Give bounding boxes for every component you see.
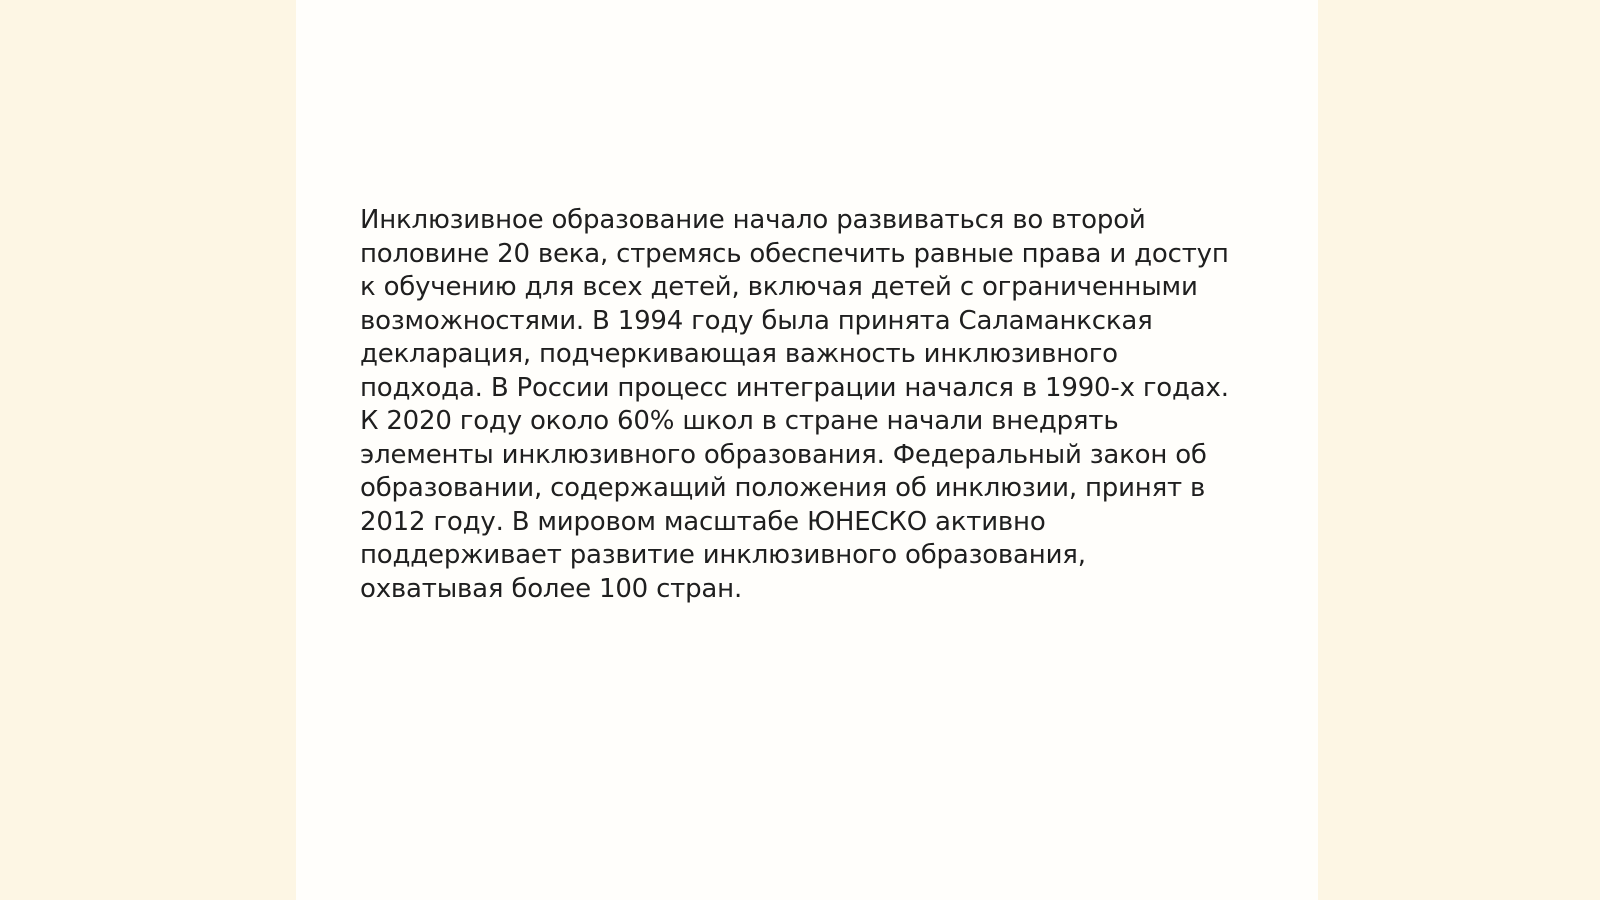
slide-body-text: [360, 204, 1250, 606]
text-line: Инклюзивное образование начало развиваться во второй: [360, 205, 1146, 235]
text-line: элементы инклюзивного образования. Федеральный закон об: [360, 439, 1207, 470]
text-line: поддерживает развитие инклюзивного образования,: [360, 540, 1086, 570]
left-margin: [0, 0, 296, 900]
text-line: к обучению для всех детей, включая детей с ограниченными: [360, 272, 1198, 302]
text-line: образовании, содержащий положения об инклюзии, принят в: [360, 473, 1206, 503]
right-margin: [1318, 0, 1600, 900]
slide: [296, 0, 1318, 900]
text-line: подхода. В России процесс интеграции начался в 1990-х годах.: [360, 372, 1229, 403]
text-line: возможностями. В 1994 году была принята Саламанкская: [360, 305, 1153, 336]
text-line: декларация, подчеркивающая важность инклюзивного: [360, 339, 1118, 369]
text-line: охватывая более 100 стран.: [360, 573, 743, 604]
text-line: К 2020 году около 60% школ в стране начали внедрять: [360, 406, 1119, 436]
text-line: половине 20 века, стремясь обеспечить равные права и доступ: [360, 238, 1229, 269]
text-line: 2012 году. В мировом масштабе ЮНЕСКО активно: [360, 506, 1046, 537]
